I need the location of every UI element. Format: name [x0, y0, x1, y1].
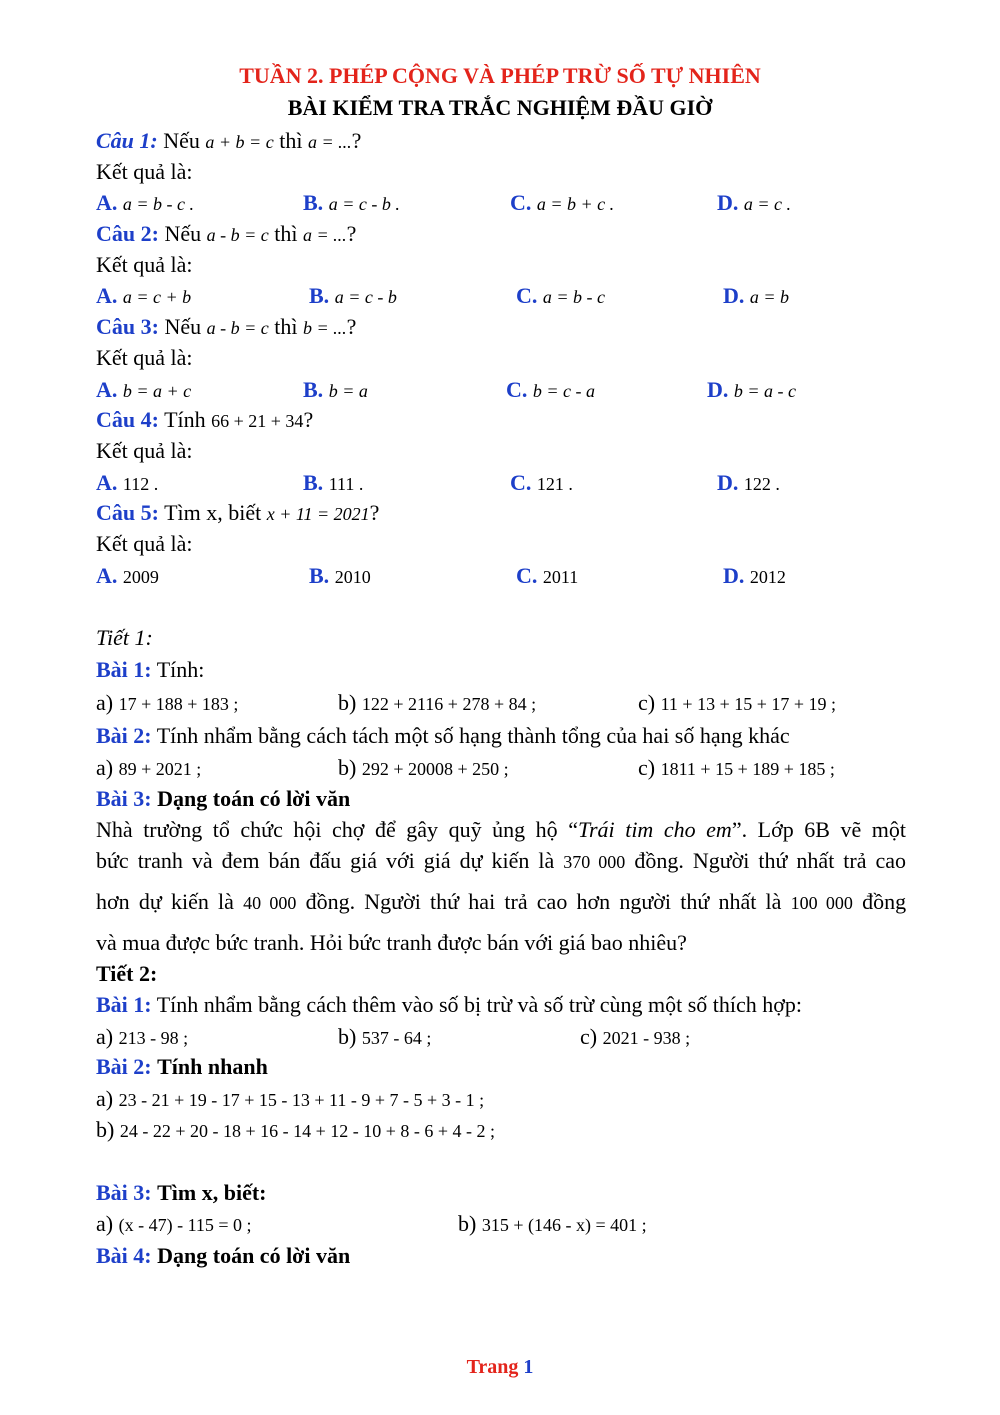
result-label: Kết quả là: — [96, 531, 193, 556]
page-title: TUẦN 2. PHÉP CỘNG VÀ PHÉP TRỪ SỐ TỰ NHIÊN — [239, 63, 761, 88]
question-5: Câu 5: Tìm x, biết x + 11 = 2021? — [96, 500, 380, 525]
exercise-item: c) 11 + 13 + 15 + 17 + 19 ; — [638, 690, 837, 715]
option-a: A. b = a + c — [96, 377, 192, 402]
result-label: Kết quả là: — [96, 438, 193, 463]
result-label: Kết quả là: — [96, 159, 193, 184]
option-c: C. a = b - c — [516, 283, 606, 308]
option-d: D. 2012 — [723, 563, 786, 588]
exercise-2: Bài 2: Tính nhẩm bằng cách tách một số hạng thành tổng của hai số hạng khác — [96, 723, 790, 748]
exercise-item: a) 23 - 21 + 19 - 17 + 15 - 13 + 11 - 9 + 7 - 5 + 3 - 1 ; — [96, 1086, 485, 1111]
word-problem-line: hơn dự kiến là 40 000 đồng. Người thứ hai trả cao hơn người thứ nhất là 100 000 đồng — [96, 889, 907, 914]
option-a: A. 112 . — [96, 470, 159, 495]
option-d: D. 122 . — [717, 470, 780, 495]
option-c: C. 121 . — [510, 470, 573, 495]
option-b: B. a = c - b — [309, 283, 397, 308]
option-a: A. a = c + b — [96, 283, 192, 308]
section-heading-tiet-1: Tiết 1: — [96, 625, 153, 650]
section-heading-tiet-2: Tiết 2: — [96, 961, 158, 986]
result-label: Kết quả là: — [96, 252, 193, 277]
word-problem-line: và mua được bức tranh. Hỏi bức tranh được bán với giá bao nhiêu? — [96, 930, 687, 955]
option-a: A. 2009 — [96, 563, 159, 588]
exercise-item: b) 537 - 64 ; — [338, 1024, 432, 1049]
exercise-1: Bài 1: Tính nhẩm bằng cách thêm vào số bị trừ và số trừ cùng một số thích hợp: — [96, 992, 802, 1017]
option-b: B. 2010 — [309, 563, 371, 588]
option-b: B. a = c - b . — [303, 190, 400, 215]
result-label: Kết quả là: — [96, 345, 193, 370]
question-3: Câu 3: Nếu a - b = c thì b = ...? — [96, 314, 357, 339]
option-c: C. 2011 — [516, 563, 579, 588]
question-4: Câu 4: Tính 66 + 21 + 34? — [96, 407, 314, 432]
exercise-3: Bài 3: Dạng toán có lời văn — [96, 786, 351, 811]
option-c: C. b = c - a — [506, 377, 596, 402]
exercise-item: b) 122 + 2116 + 278 + 84 ; — [338, 690, 537, 715]
exercise-item: b) 24 - 22 + 20 - 18 + 16 - 14 + 12 - 10 + 8 - 6 + 4 - 2 ; — [96, 1117, 496, 1142]
exercise-2: Bài 2: Tính nhanh — [96, 1054, 268, 1079]
exercise-item: b) 315 + (146 - x) = 401 ; — [458, 1211, 647, 1236]
exercise-item: c) 1811 + 15 + 189 + 185 ; — [638, 755, 835, 780]
exercise-item: a) (x - 47) - 115 = 0 ; — [96, 1211, 252, 1236]
option-d: D. a = b — [723, 283, 790, 308]
option-d: D. a = c . — [717, 190, 792, 215]
option-c: C. a = b + c . — [510, 190, 615, 215]
exercise-1: Bài 1: Tính: — [96, 657, 205, 682]
exercise-item: a) 17 + 188 + 183 ; — [96, 690, 239, 715]
option-b: B. b = a — [303, 377, 368, 402]
exercise-3: Bài 3: Tìm x, biết: — [96, 1180, 267, 1205]
option-b: B. 111 . — [303, 470, 364, 495]
page-subtitle: BÀI KIỂM TRA TRẮC NGHIỆM ĐẦU GIỜ — [287, 95, 713, 120]
word-problem-line: bức tranh và đem bán đấu giá với giá dự kiến là 370 000 đồng. Người thứ nhất trả cao — [96, 848, 907, 873]
page-footer: Trang 1 — [466, 1356, 534, 1378]
exercise-item: a) 89 + 2021 ; — [96, 755, 202, 780]
option-a: A. a = b - c . — [96, 190, 195, 215]
word-problem-line: Nhà trường tổ chức hội chợ để gây quỹ ủng hộ “Trái tim cho em”. Lớp 6B vẽ một — [96, 817, 906, 842]
exercise-4: Bài 4: Dạng toán có lời văn — [96, 1243, 351, 1268]
exercise-item: c) 2021 - 938 ; — [580, 1024, 691, 1049]
exercise-item: b) 292 + 20008 + 250 ; — [338, 755, 509, 780]
option-d: D. b = a - c — [707, 377, 797, 402]
question-2: Câu 2: Nếu a - b = c thì a = ...? — [96, 221, 357, 246]
question-1: Câu 1: Nếu a + b = c thì a = ...? — [96, 128, 362, 153]
exercise-item: a) 213 - 98 ; — [96, 1024, 189, 1049]
